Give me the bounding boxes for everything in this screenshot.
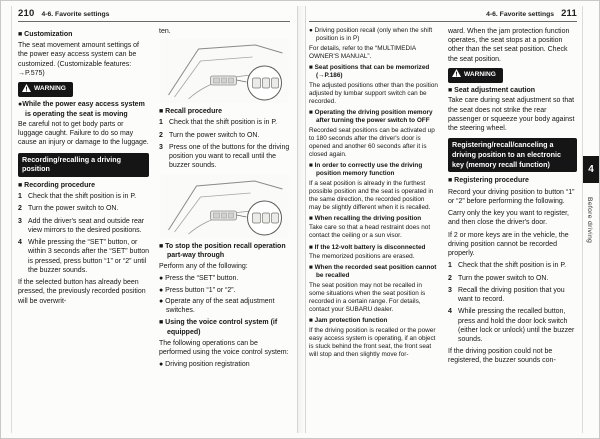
warning-header: [448, 68, 503, 83]
customization-heading: ■ Customization: [18, 31, 73, 38]
registering-procedure-heading: ■ Registering procedure: [448, 177, 529, 185]
warning-title: WARNING: [464, 70, 496, 78]
voice-control-text: The following operations can be performed using the voice control system:: [159, 339, 289, 356]
step-number: 3: [18, 217, 22, 225]
recall-procedure-heading: ■ Recall procedure: [159, 108, 222, 116]
step: [159, 118, 290, 127]
step-text: Turn the power switch to ON.: [28, 205, 119, 213]
step-text: While pressing the recalled button, press and hold the door lock switch (either lock or unlock) until the buzzer sounds.: [458, 308, 575, 343]
warning-item: ●While the power easy access system is operating the seat is moving: [18, 101, 145, 118]
bullet-item: ● Operate any of the seat adjustment switches.: [159, 297, 275, 315]
step-text: Press one of the buttons for the driving position you want to recall until the buzzer sounds.: [169, 143, 290, 170]
step-text: Check that the shift position is in P.: [169, 119, 278, 127]
perform-text: Perform any of the following:: [159, 263, 248, 271]
chapter-tab-number: 4: [583, 156, 599, 183]
cannot-recall-text: The seat position may not be recalled in some situations when the seat position is recorded in a certain range. For details, contact your SUBARU dealer.: [309, 281, 426, 313]
warning-icon: [22, 84, 31, 96]
seat-memory-buttons-illustration-1: [159, 39, 290, 103]
page-number: 211: [561, 8, 577, 19]
warning-body: Be careful not to get body parts or luggage caught. Failure to do so may cause an injury or damage to the luggage.: [18, 120, 149, 147]
step: [18, 192, 149, 201]
left-page-edge: [11, 6, 12, 433]
right-page-edge: [582, 6, 583, 433]
step-text: While pressing the “SET” button, or within 3 seconds after the “SET” button is pressed, press button “1” or “2” until the buzzer sounds.: [28, 239, 150, 274]
step-number: 3: [448, 286, 452, 294]
seat-memory-buttons-illustration-2: [159, 174, 290, 238]
memory-after-off-text: Recorded seat positions can be activated up to 180 seconds after the driver's door is opened and another 60 seconds after it is closed again.: [309, 126, 435, 158]
right-col-1: [309, 27, 438, 427]
step-number: 4: [18, 239, 22, 247]
step-text: Turn the power switch to ON.: [458, 274, 549, 282]
memorized-positions-heading: ■ Seat positions that can be memorized (→P.186): [309, 64, 430, 80]
step: [159, 131, 290, 140]
left-page-columns: [18, 27, 290, 427]
when-recalling-heading: ■ When recalling the driving position: [309, 214, 422, 222]
step-number: 3: [159, 143, 163, 151]
page-211: [309, 8, 577, 427]
voice-control-heading: ■ Using the voice control system (if equipped): [159, 319, 278, 336]
page-number: 210: [18, 8, 35, 19]
bullet-item: ● Press the “SET” button.: [159, 275, 239, 283]
section-header-registering-recall-canceling: Registering/recall/canceling a driving position to an electronic key (memory recall function): [448, 138, 577, 172]
page-gutter: [297, 6, 306, 433]
registration-failed-text: If the driving position could not be registered, the buzzer sounds con-: [448, 348, 556, 365]
jam-protection-text: If the driving position is recalled or the power easy access system is operating, if an object is stuck behind the front seat, the front seat will stop and then slightly move for-: [309, 326, 436, 358]
recording-procedure-heading: ■ Recording procedure: [18, 181, 95, 189]
warning-icon: [452, 69, 461, 81]
right-page-columns: [309, 27, 577, 427]
step: [448, 261, 577, 270]
right-col-2: [448, 27, 577, 427]
memory-after-off-heading: ■ Operating the driving position memory after turning the power switch to OFF: [309, 109, 433, 125]
overwrite-note-continued: ten.: [159, 28, 171, 35]
battery-disconnected-text: The memorized positions are erased.: [309, 253, 415, 261]
record-position-text: Record your driving position to button “1” or “2” before performing the following.: [448, 188, 575, 205]
battery-disconnected-heading: ■ If the 12-volt battery is disconnected: [309, 243, 426, 251]
warning-item: ■ Seat adjustment caution: [448, 87, 536, 95]
step-number: 2: [448, 274, 452, 282]
page-header-right: [309, 8, 577, 22]
customization-text: The seat movement amount settings of the power easy access system can be customized. (Customizable features: →P.575): [18, 42, 140, 77]
step-text: Add the driver's seat and outside rear view mirrors to the desired positions.: [28, 217, 145, 234]
stop-recall-heading: ■ To stop the position recall operation part-way through: [159, 242, 286, 259]
warning-box-seat-adjustment: [448, 68, 577, 133]
when-recalling-text: Take care so that a head restraint does not contact the ceiling or a sun visor.: [309, 224, 431, 240]
step: [448, 274, 577, 283]
warning-body: Take care during seat adjustment so that the seat does not strike the rear passenger or squeeze your body against the steering wheel.: [448, 97, 575, 133]
step: [448, 307, 577, 344]
step: [18, 217, 149, 235]
step: [18, 238, 149, 275]
step: [159, 143, 290, 171]
step-text: Turn the power switch to ON.: [169, 131, 260, 139]
correct-use-heading: ■ In order to correctly use the driving position memory function: [309, 161, 423, 177]
step-number: 1: [18, 193, 22, 201]
cannot-recall-heading: ■ When the recorded seat position cannot be recalled: [309, 264, 437, 280]
bullet-item: ● Press button “1” or “2”.: [159, 286, 236, 294]
page-210: [18, 8, 290, 427]
jam-protection-heading: ■ Jam protection function: [309, 317, 388, 324]
warning-title: WARNING: [34, 85, 66, 93]
carry-key-text: Carry only the key you want to register, and then close the driver's door.: [448, 210, 569, 227]
multimedia-manual-note: For details, refer to the “MULTIMEDIA OWNER'S MANUAL”.: [309, 45, 416, 61]
memorized-positions-text: The adjusted positions other than the position adjusted by lumbar support switch can be recorded.: [309, 81, 438, 105]
section-header-recording-recalling: Recording/recalling a driving position: [18, 153, 149, 177]
jam-protection-text-continued: ward. When the jam protection function operates, the seat stops at a position other than the set seat position. Check the seat position.: [448, 28, 570, 63]
bullet-item: ● Driving position registration: [159, 361, 250, 369]
step: [448, 286, 577, 304]
two-keys-text: If 2 or more keys are in the vehicle, the driving position cannot be recorded properly.: [448, 231, 569, 258]
section-title: 4-6. Favorite settings: [41, 11, 110, 18]
correct-use-text: If a seat position is already in the furthest possible position and the seat is operated in the same direction, the recorded position may be slightly different when it is recalled.: [309, 179, 434, 211]
left-col-2: [159, 27, 290, 427]
step-text: Check that the shift position is in P.: [28, 193, 137, 201]
step-number: 2: [18, 205, 22, 213]
step-text: Recall the driving position that you want to record.: [458, 286, 565, 304]
page-header-left: [18, 8, 290, 22]
overwrite-note: If the selected button has already been pressed, the previously recorded position will be overwrit-: [18, 279, 146, 305]
left-col-1: [18, 27, 149, 427]
bullet-item: ● Driving position recall (only when the shift position is in P): [309, 27, 433, 43]
warning-header: [18, 82, 73, 97]
chapter-tab-label: Before driving: [586, 197, 593, 244]
step-number: 1: [159, 119, 163, 127]
step-number: 4: [448, 308, 452, 316]
step: [18, 204, 149, 213]
warning-box-seat-moving: [18, 82, 149, 147]
section-title: 4-6. Favorite settings: [486, 11, 555, 18]
step-text: Check that the shift position is in P.: [458, 262, 567, 270]
step-number: 1: [448, 262, 452, 270]
step-number: 2: [159, 131, 163, 139]
